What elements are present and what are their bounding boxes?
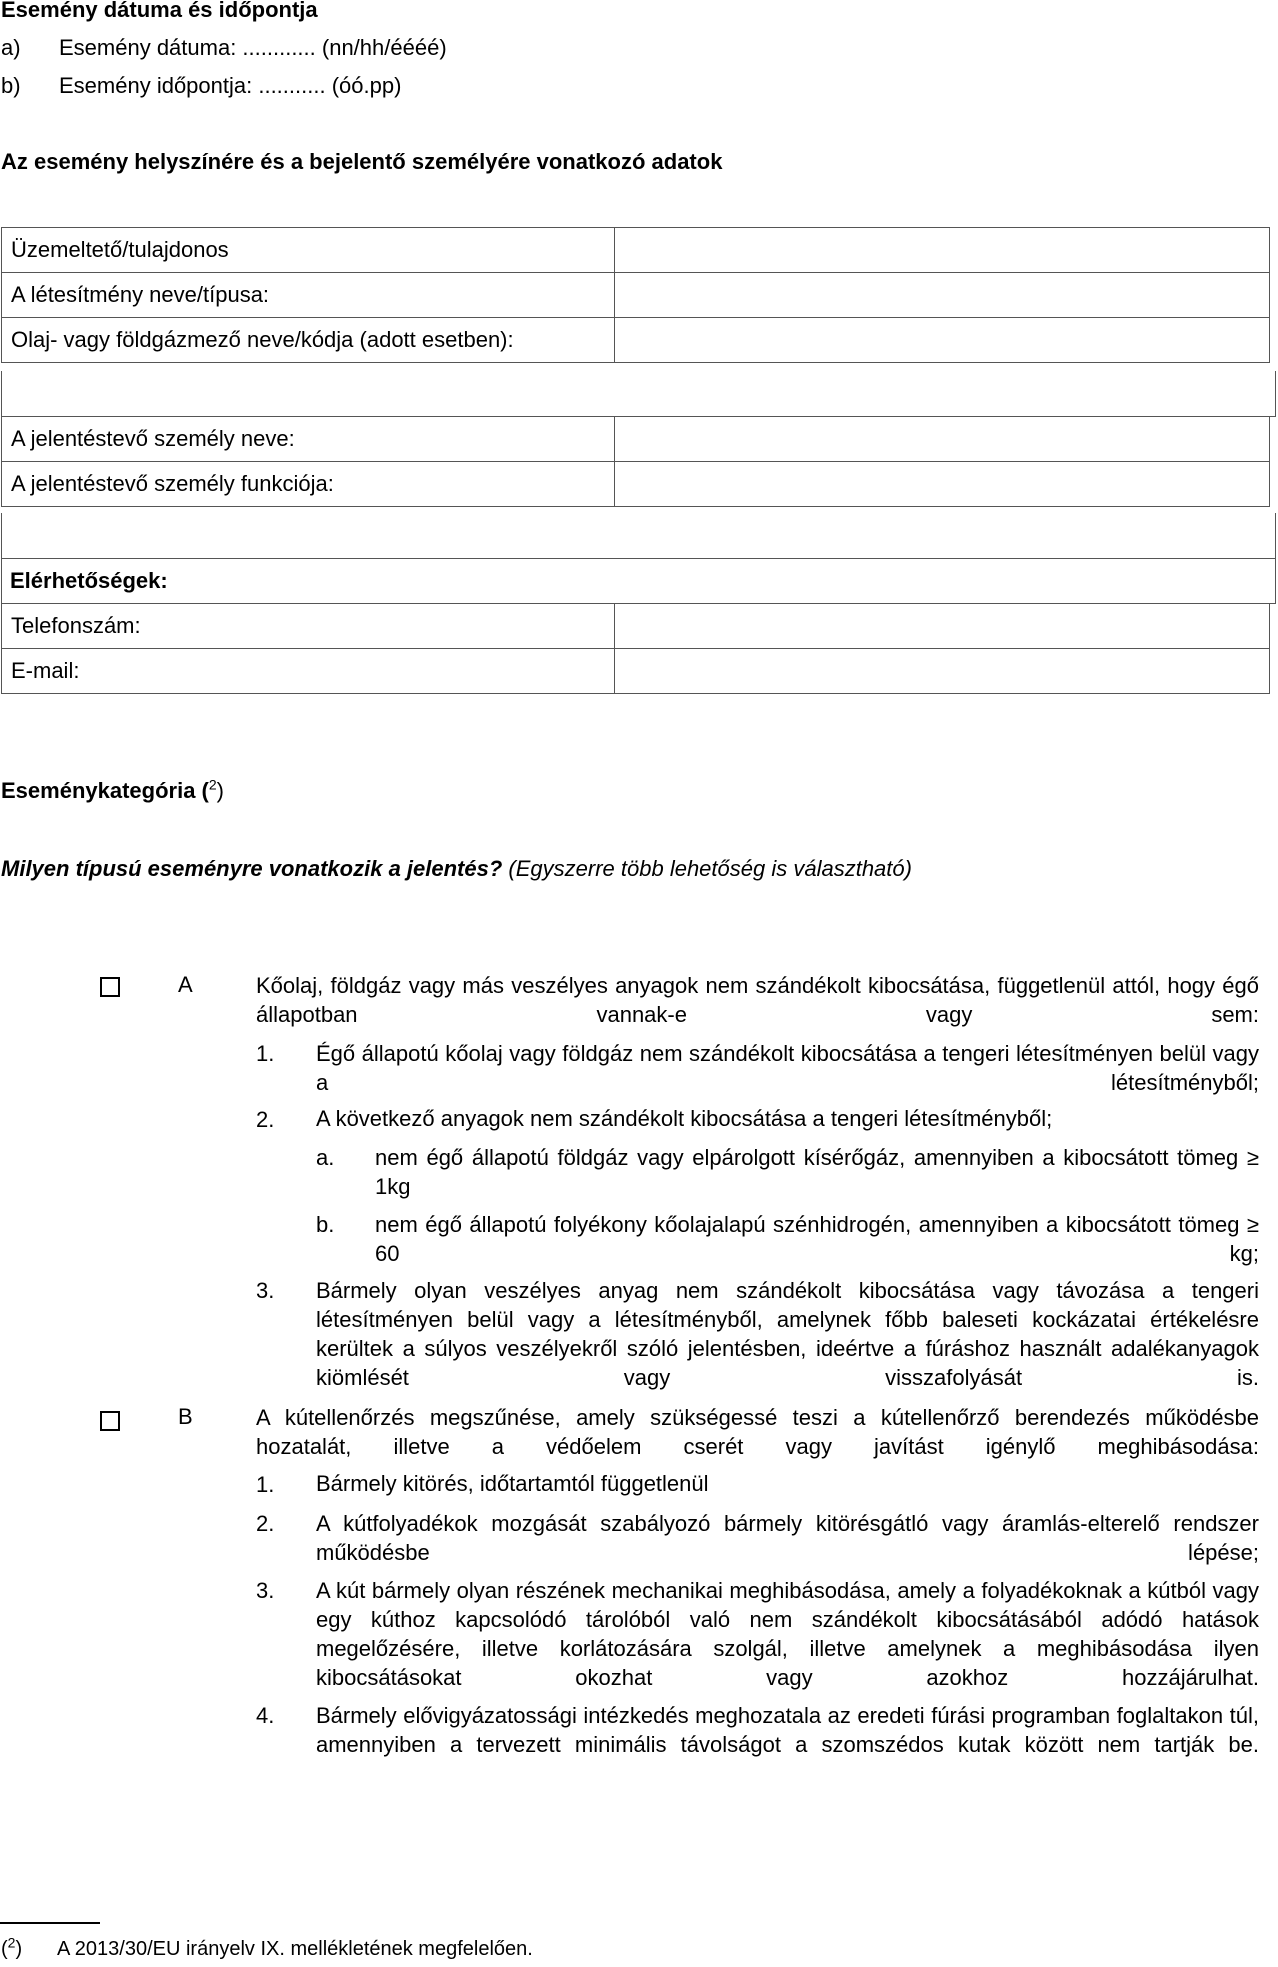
event-datetime-heading: Esemény dátuma és időpontja	[1, 0, 318, 22]
option-a-item-3-text: Bármely olyan veszélyes anyag nem szándékolt kibocsátása vagy távozása a tengeri létesítményen belül vagy a létesítményből, amelynek főbb baleseti kockázatai értékelésre kerültek a súlyos veszélyekről szóló jelentésben, ideértve a fúráshoz használt adalékanyagok kiömlését vagy visszafolyását is.	[316, 1278, 1259, 1390]
reporter-function-value[interactable]	[615, 462, 1270, 507]
contact-table	[1, 603, 1270, 694]
option-b-item-4-num: 4.	[256, 1703, 275, 1728]
table-row	[2, 417, 1270, 462]
option-b-item-1-num: 1.	[256, 1472, 275, 1497]
email-value[interactable]	[615, 649, 1270, 694]
table-row	[2, 462, 1270, 507]
footnote-ref: ($^2$)	[1, 1934, 23, 1960]
event-time-text: Esemény időpontja: ........... (óó.pp)	[59, 73, 402, 98]
option-a-letter: A	[178, 972, 193, 997]
category-question: Milyen típusú eseményre vonatkozik a jelentés? (Egyszerre több lehetőség is választható)	[1, 856, 912, 881]
spacer-row	[1, 513, 1276, 559]
field-name-value[interactable]	[615, 318, 1270, 363]
option-b-letter: B	[178, 1404, 193, 1429]
event-time-marker: b)	[1, 73, 21, 98]
option-a-checkbox[interactable]	[100, 977, 120, 997]
reporter-name-label: A jelentéstevő személy neve:	[2, 417, 615, 462]
option-a-item-3-num: 3.	[256, 1278, 275, 1303]
field-name-label: Olaj- vagy földgázmező neve/kódja (adott esetben):	[2, 318, 615, 363]
option-a-item-1-num: 1.	[256, 1041, 275, 1066]
option-a-text: Kőolaj, földgáz vagy más veszélyes anyagok nem szándékolt kibocsátása, függetlenül attól, hogy égő állapotban vannak-e vagy sem:	[256, 973, 1259, 1027]
contact-heading: Elérhetőségek:	[10, 568, 168, 593]
table-row	[2, 318, 1270, 363]
spacer-row	[1, 371, 1276, 417]
option-b-checkbox[interactable]	[100, 1411, 120, 1431]
operator-value[interactable]	[615, 228, 1270, 273]
event-date-marker: a)	[1, 35, 21, 60]
category-heading: Eseménykategória ($^2$)	[1, 776, 224, 803]
table-row	[2, 273, 1270, 318]
option-a-item-1-text: Égő állapotú kőolaj vagy földgáz nem szándékolt kibocsátása a tengeri létesítményen belül vagy a létesítményből;	[316, 1041, 1259, 1095]
email-label: E-mail:	[2, 649, 615, 694]
option-a-item-2-num: 2.	[256, 1107, 275, 1132]
location-heading: Az esemény helyszínére és a bejelentő személyére vonatkozó adatok	[1, 149, 723, 174]
option-a-item-2-text: A következő anyagok nem szándékolt kibocsátása a tengeri létesítményből;	[316, 1106, 1053, 1131]
phone-value[interactable]	[615, 604, 1270, 649]
option-b-item-2-text: A kútfolyadékok mozgását szabályozó bármely kitörésgátló vagy áramlás-elterelő rendszer működésbe lépése;	[316, 1511, 1259, 1565]
option-b-text: A kútellenőrzés megszűnése, amely szükségessé teszi a kútellenőrző berendezés működésbe hozatalát, illetve a védőelem cserét vagy javítást igénylő meghibásodása:	[256, 1405, 1259, 1459]
footnote-text: A 2013/30/EU irányelv IX. mellékletének megfelelően.	[57, 1938, 533, 1960]
event-date-text: Esemény dátuma: ............ (nn/hh/éééé)	[59, 35, 447, 60]
table-row	[2, 228, 1270, 273]
phone-label: Telefonszám:	[2, 604, 615, 649]
contact-heading-row	[1, 558, 1276, 604]
facility-name-value[interactable]	[615, 273, 1270, 318]
option-a-sub-b-text: nem égő állapotú folyékony kőolajalapú szénhidrogén, amennyiben a kibocsátott tömeg ≥ 60 kg;	[375, 1212, 1259, 1266]
operator-label: Üzemeltető/tulajdonos	[2, 228, 615, 273]
table-row	[2, 604, 1270, 649]
footnote-divider	[0, 1922, 100, 1924]
reporter-name-value[interactable]	[615, 417, 1270, 462]
table-row	[2, 649, 1270, 694]
reporter-function-label: A jelentéstevő személy funkciója:	[2, 462, 615, 507]
facility-table	[1, 227, 1270, 363]
option-a-sub-b-marker: b.	[316, 1212, 335, 1237]
option-b-item-1-text: Bármely kitörés, időtartamtól függetlenül	[316, 1471, 709, 1496]
option-b-item-4-text: Bármely elővigyázatossági intézkedés meghozatala az eredeti fúrási programban foglaltakon túl, amennyiben a tervezett minimális távolságot a szomszédos kutak között nem tartják be.	[316, 1703, 1259, 1757]
option-b-item-3-text: A kút bármely olyan részének mechanikai meghibásodása, amely a folyadékoknak a kútból vagy egy kúthoz kapcsolódó tárolóból való nem szándékolt kibocsátásából adódó hatások megelőzésére, illetve korlátozására szolgál, illetve amelynek a meghibásodása ilyen kibocsátásokat okozhat vagy azokhoz hozzájárulhat.	[316, 1578, 1259, 1690]
option-b-item-3-num: 3.	[256, 1578, 275, 1603]
option-b-item-2-num: 2.	[256, 1511, 275, 1536]
option-a-sub-a-text: nem égő állapotú földgáz vagy elpárolgott kísérőgáz, amennyiben a kibocsátott tömeg ≥ 1kg	[375, 1145, 1259, 1199]
reporter-table	[1, 416, 1270, 507]
facility-name-label: A létesítmény neve/típusa:	[2, 273, 615, 318]
option-a-sub-a-marker: a.	[316, 1145, 335, 1170]
